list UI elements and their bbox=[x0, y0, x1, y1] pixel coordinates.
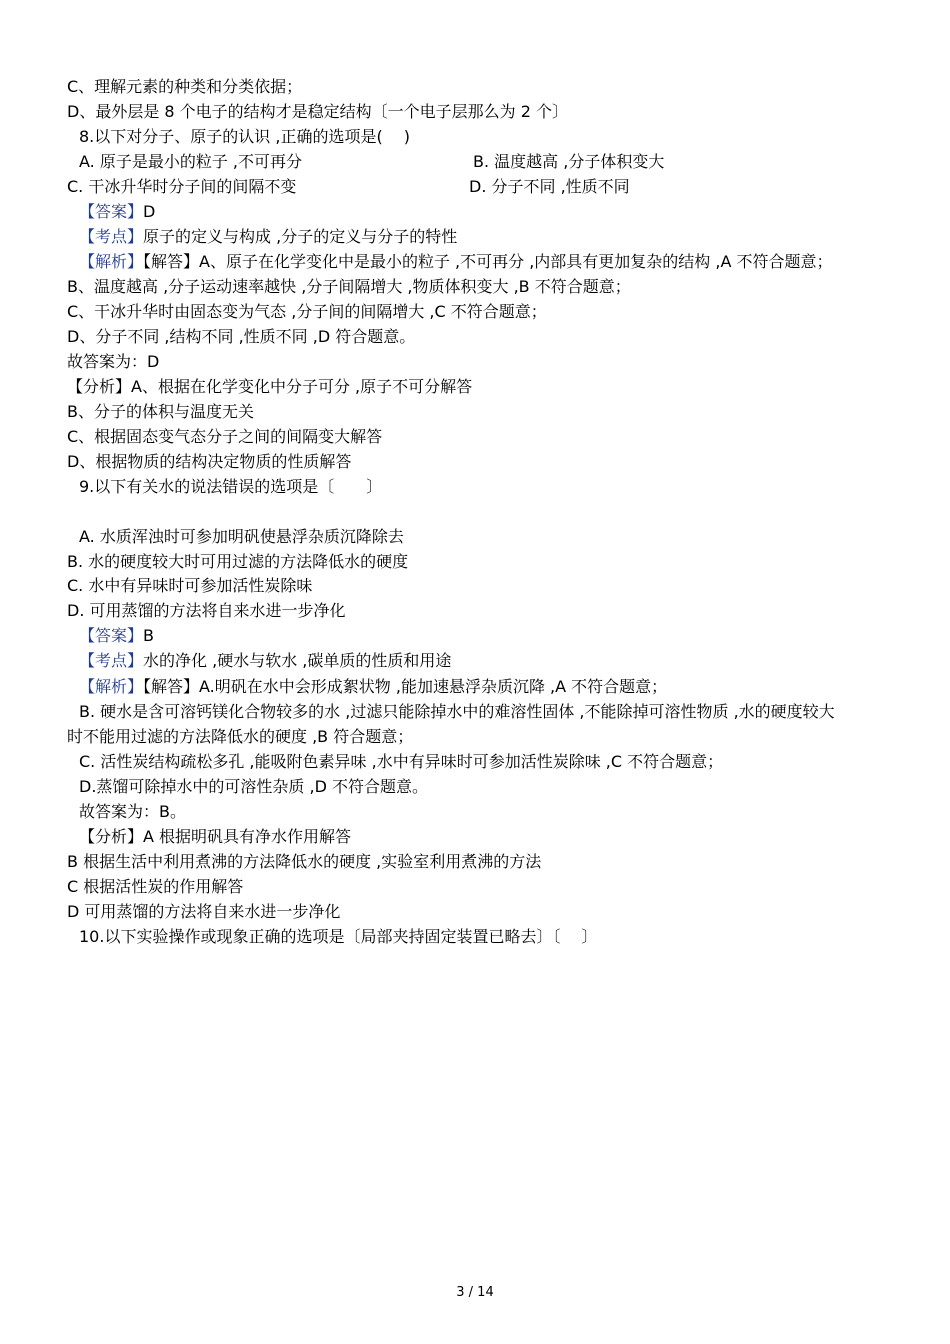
analysis-line: D 可用蒸馏的方法将自来水进一步净化 bbox=[67, 902, 341, 921]
explanation-line: 时不能用过滤的方法降低水的硬度 ,B 符合题意； bbox=[67, 727, 414, 746]
question-8-option-b: B. 温度越高 ,分子体积变大 bbox=[473, 152, 665, 171]
page-number: 3 / 14 bbox=[456, 1285, 494, 1300]
question-9-kaodian bbox=[79, 650, 451, 672]
jiexi-text: 【解答】A.明矾在水中会形成絮状物 ,能加速悬浮杂质沉降 ,A 不符合题意； bbox=[143, 677, 668, 696]
explanation-line: C、干冰升华时由固态变为气态 ,分子间的间隔增大 ,C 不符合题意； bbox=[67, 302, 547, 321]
explanation-line: B、温度越高 ,分子运动速率越快 ,分子间隔增大 ,物质体积变大 ,B 不符合题意； bbox=[67, 277, 631, 296]
question-8-answer bbox=[79, 201, 155, 223]
text-line: D、最外层是 8 个电子的结构才是稳定结构〔一个电子层那么为 2 个〕 bbox=[67, 102, 569, 121]
kaodian-text: 原子的定义与构成 ,分子的定义与分子的特性 bbox=[143, 227, 458, 246]
explanation-line: D、分子不同 ,结构不同 ,性质不同 ,D 符合题意。 bbox=[67, 327, 416, 346]
kaodian-tag: 【考点】 bbox=[79, 227, 144, 246]
answer-tag: 【答案】 bbox=[79, 626, 144, 645]
question-9-option-a: A. 水质浑浊时可参加明矾使悬浮杂质沉降除去 bbox=[79, 527, 404, 546]
explanation-line: B. 硬水是含可溶钙镁化合物较多的水 ,过滤只能除掉水中的难溶性固体 ,不能除掉可溶性物质 ,水的硬度较大 bbox=[79, 702, 835, 721]
analysis-line: B 根据生活中利用煮沸的方法降低水的硬度 ,实验室利用煮沸的方法 bbox=[67, 852, 542, 871]
answer-tag: 【答案】 bbox=[79, 202, 144, 221]
explanation-line: C. 活性炭结构疏松多孔 ,能吸附色素异味 ,水中有异味时可参加活性炭除味 ,C 不符合题意； bbox=[79, 752, 724, 771]
analysis-line: 【分析】A 根据明矾具有净水作用解答 bbox=[79, 827, 352, 846]
analysis-line: C、根据固态变气态分子之间的间隔变大解答 bbox=[67, 427, 383, 446]
answer-value: D bbox=[143, 202, 156, 221]
final-answer: 故答案为：D bbox=[67, 352, 160, 371]
jiexi-text: 【解答】A、原子在化学变化中是最小的粒子 ,不可再分 ,内部具有更加复杂的结构 ,A 不符合题意； bbox=[143, 252, 833, 271]
question-8-jiexi bbox=[79, 251, 833, 273]
analysis-line: 【分析】A、根据在化学变化中分子可分 ,原子不可分解答 bbox=[67, 377, 473, 396]
kaodian-tag: 【考点】 bbox=[79, 651, 144, 670]
jiexi-tag: 【解析】 bbox=[79, 252, 144, 271]
question-9-option-c: C. 水中有异味时可参加活性炭除味 bbox=[67, 576, 313, 595]
answer-value: B bbox=[143, 626, 154, 645]
analysis-line: B、分子的体积与温度无关 bbox=[67, 402, 254, 421]
question-9-answer bbox=[79, 625, 154, 647]
question-8-option-a: A. 原子是最小的粒子 ,不可再分 bbox=[79, 152, 303, 171]
final-answer: 故答案为：B。 bbox=[79, 802, 186, 821]
question-8-kaodian bbox=[79, 226, 457, 248]
kaodian-text: 水的净化 ,硬水与软水 ,碳单质的性质和用途 bbox=[143, 651, 452, 670]
explanation-line: D.蒸馏可除掉水中的可溶性杂质 ,D 不符合题意。 bbox=[79, 777, 428, 796]
question-9-option-d: D. 可用蒸馏的方法将自来水进一步净化 bbox=[67, 601, 346, 620]
analysis-line: C 根据活性炭的作用解答 bbox=[67, 877, 244, 896]
text-line: C、理解元素的种类和分类依据； bbox=[67, 77, 303, 96]
question-9-stem: 9.以下有关水的说法错误的选项是〔 〕 bbox=[79, 477, 383, 496]
question-8-option-d: D. 分子不同 ,性质不同 bbox=[469, 177, 630, 196]
question-8-option-c: C. 干冰升华时分子间的间隔不变 bbox=[67, 177, 297, 196]
analysis-line: D、根据物质的结构决定物质的性质解答 bbox=[67, 452, 352, 471]
question-10-stem: 10.以下实验操作或现象正确的选项是〔局部夹持固定装置已略去〕〔 〕 bbox=[79, 927, 598, 946]
jiexi-tag: 【解析】 bbox=[79, 677, 144, 696]
question-9-option-b: B. 水的硬度较大时可用过滤的方法降低水的硬度 bbox=[67, 552, 409, 571]
question-8-stem: 8.以下对分子、原子的认识 ,正确的选项是( ) bbox=[79, 127, 411, 146]
question-9-jiexi bbox=[79, 676, 667, 698]
